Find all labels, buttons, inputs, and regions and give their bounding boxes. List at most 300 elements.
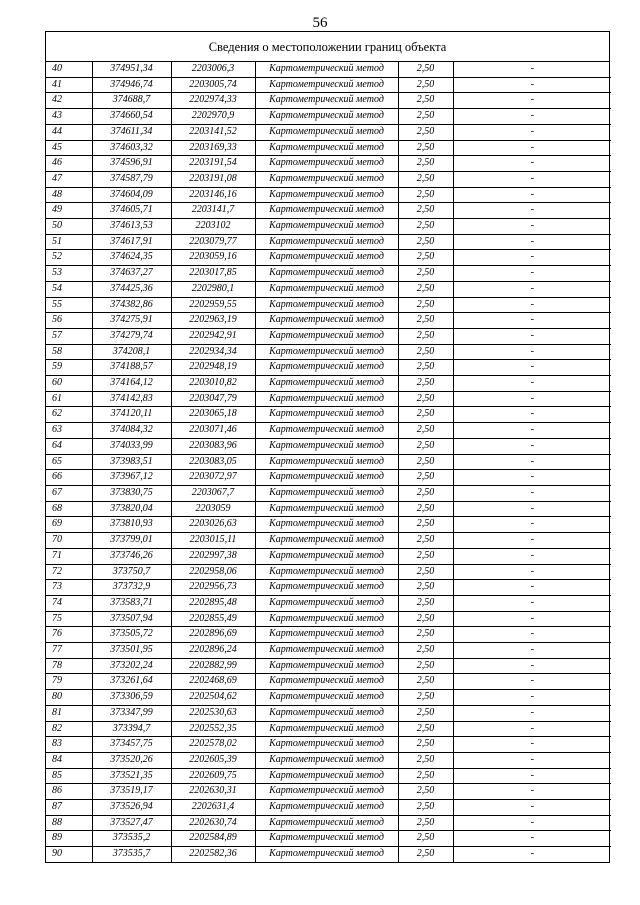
cell-coord-x: 374142,83 (92, 391, 171, 407)
cell-point-number: 42 (46, 93, 92, 109)
table-row (46, 815, 611, 831)
table-row (46, 800, 611, 816)
cell-coord-y: 2203006,3 (171, 62, 255, 77)
cell-description: - (453, 548, 611, 564)
cell-accuracy: 2,50 (398, 376, 453, 392)
cell-accuracy: 2,50 (398, 219, 453, 235)
boundary-points-table (46, 62, 611, 862)
cell-coord-x: 373261,64 (92, 674, 171, 690)
cell-coord-x: 374605,71 (92, 203, 171, 219)
cell-coord-x: 374275,91 (92, 313, 171, 329)
cell-coord-x: 374660,54 (92, 109, 171, 125)
cell-coord-x: 373810,93 (92, 517, 171, 533)
table-row (46, 580, 611, 596)
cell-point-number: 53 (46, 266, 92, 282)
table-title: Сведения о местоположении границ объекта (46, 32, 609, 62)
cell-method: Картометрический метод (255, 281, 398, 297)
cell-coord-y: 2203141,52 (171, 124, 255, 140)
cell-coord-x: 373526,94 (92, 800, 171, 816)
cell-coord-y: 2202630,74 (171, 815, 255, 831)
cell-description: - (453, 737, 611, 753)
cell-coord-x: 373520,26 (92, 752, 171, 768)
cell-method: Картометрический метод (255, 690, 398, 706)
cell-point-number: 41 (46, 77, 92, 93)
cell-point-number: 43 (46, 109, 92, 125)
cell-description: - (453, 313, 611, 329)
cell-coord-x: 374587,79 (92, 171, 171, 187)
cell-point-number: 82 (46, 721, 92, 737)
table-row (46, 234, 611, 250)
cell-coord-y: 2202934,34 (171, 344, 255, 360)
table-row (46, 77, 611, 93)
cell-description: - (453, 62, 611, 77)
cell-point-number: 65 (46, 454, 92, 470)
cell-description: - (453, 109, 611, 125)
cell-description: - (453, 297, 611, 313)
cell-accuracy: 2,50 (398, 156, 453, 172)
cell-method: Картометрический метод (255, 784, 398, 800)
cell-coord-x: 374164,12 (92, 376, 171, 392)
cell-description: - (453, 595, 611, 611)
cell-coord-x: 374033,99 (92, 438, 171, 454)
cell-accuracy: 2,50 (398, 611, 453, 627)
cell-coord-y: 2202942,91 (171, 328, 255, 344)
table-row (46, 62, 611, 77)
cell-method: Картометрический метод (255, 109, 398, 125)
cell-description: - (453, 658, 611, 674)
table-row (46, 847, 611, 862)
cell-point-number: 40 (46, 62, 92, 77)
cell-point-number: 48 (46, 187, 92, 203)
cell-coord-y: 2203017,85 (171, 266, 255, 282)
cell-method: Картометрический метод (255, 768, 398, 784)
cell-coord-x: 374188,57 (92, 360, 171, 376)
cell-method: Картометрический метод (255, 77, 398, 93)
cell-description: - (453, 376, 611, 392)
cell-coord-x: 374425,36 (92, 281, 171, 297)
table-row (46, 297, 611, 313)
table-row (46, 328, 611, 344)
cell-description: - (453, 187, 611, 203)
cell-coord-x: 373519,17 (92, 784, 171, 800)
cell-description: - (453, 407, 611, 423)
cell-coord-y: 2203026,63 (171, 517, 255, 533)
table-row (46, 485, 611, 501)
cell-method: Картометрический метод (255, 297, 398, 313)
cell-accuracy: 2,50 (398, 485, 453, 501)
cell-method: Картометрический метод (255, 360, 398, 376)
table-row (46, 611, 611, 627)
table-row (46, 784, 611, 800)
cell-method: Картометрический метод (255, 93, 398, 109)
cell-description: - (453, 438, 611, 454)
cell-coord-y: 2202631,4 (171, 800, 255, 816)
cell-point-number: 67 (46, 485, 92, 501)
cell-accuracy: 2,50 (398, 344, 453, 360)
cell-method: Картометрический метод (255, 423, 398, 439)
page-number: 56 (312, 15, 328, 31)
cell-description: - (453, 705, 611, 721)
cell-coord-x: 373501,95 (92, 643, 171, 659)
cell-description: - (453, 140, 611, 156)
cell-coord-y: 2203191,54 (171, 156, 255, 172)
cell-point-number: 63 (46, 423, 92, 439)
cell-accuracy: 2,50 (398, 187, 453, 203)
cell-accuracy: 2,50 (398, 407, 453, 423)
cell-accuracy: 2,50 (398, 313, 453, 329)
cell-coord-x: 374624,35 (92, 250, 171, 266)
table-row (46, 93, 611, 109)
cell-coord-x: 373527,47 (92, 815, 171, 831)
cell-description: - (453, 611, 611, 627)
cell-point-number: 49 (46, 203, 92, 219)
cell-coord-y: 2202582,36 (171, 847, 255, 862)
cell-point-number: 89 (46, 831, 92, 847)
cell-accuracy: 2,50 (398, 643, 453, 659)
cell-point-number: 69 (46, 517, 92, 533)
cell-method: Картометрический метод (255, 250, 398, 266)
cell-point-number: 47 (46, 171, 92, 187)
table-row (46, 250, 611, 266)
cell-accuracy: 2,50 (398, 454, 453, 470)
table-row (46, 690, 611, 706)
cell-accuracy: 2,50 (398, 250, 453, 266)
cell-accuracy: 2,50 (398, 93, 453, 109)
cell-coord-y: 2202970,9 (171, 109, 255, 125)
cell-accuracy: 2,50 (398, 831, 453, 847)
table-row (46, 266, 611, 282)
cell-coord-x: 374208,1 (92, 344, 171, 360)
cell-description: - (453, 171, 611, 187)
cell-coord-y: 2203059 (171, 501, 255, 517)
cell-description: - (453, 815, 611, 831)
cell-point-number: 81 (46, 705, 92, 721)
table-row (46, 407, 611, 423)
table-row (46, 124, 611, 140)
cell-accuracy: 2,50 (398, 705, 453, 721)
boundary-table-container (45, 31, 610, 863)
table-row (46, 360, 611, 376)
cell-coord-y: 2202956,73 (171, 580, 255, 596)
cell-coord-y: 2203010,82 (171, 376, 255, 392)
cell-coord-y: 2202959,55 (171, 297, 255, 313)
cell-accuracy: 2,50 (398, 690, 453, 706)
cell-method: Картометрический метод (255, 611, 398, 627)
cell-accuracy: 2,50 (398, 234, 453, 250)
cell-method: Картометрический метод (255, 564, 398, 580)
cell-coord-y: 2203169,33 (171, 140, 255, 156)
table-row (46, 831, 611, 847)
cell-point-number: 72 (46, 564, 92, 580)
cell-coord-x: 373394,7 (92, 721, 171, 737)
cell-method: Картометрический метод (255, 847, 398, 862)
cell-description: - (453, 203, 611, 219)
cell-coord-y: 2202896,24 (171, 643, 255, 659)
table-row (46, 752, 611, 768)
table-row (46, 674, 611, 690)
cell-description: - (453, 124, 611, 140)
cell-coord-y: 2202630,31 (171, 784, 255, 800)
cell-coord-x: 374951,34 (92, 62, 171, 77)
cell-accuracy: 2,50 (398, 768, 453, 784)
cell-coord-x: 374596,91 (92, 156, 171, 172)
cell-coord-y: 2202855,49 (171, 611, 255, 627)
table-row (46, 156, 611, 172)
cell-coord-x: 373799,01 (92, 533, 171, 549)
cell-coord-y: 2202974,33 (171, 93, 255, 109)
cell-point-number: 83 (46, 737, 92, 753)
cell-accuracy: 2,50 (398, 517, 453, 533)
cell-point-number: 85 (46, 768, 92, 784)
cell-coord-y: 2203059,16 (171, 250, 255, 266)
cell-method: Картометрический метод (255, 485, 398, 501)
table-row (46, 454, 611, 470)
cell-point-number: 52 (46, 250, 92, 266)
cell-coord-y: 2202958,06 (171, 564, 255, 580)
cell-point-number: 54 (46, 281, 92, 297)
table-row (46, 203, 611, 219)
cell-point-number: 60 (46, 376, 92, 392)
cell-coord-y: 2203191,08 (171, 171, 255, 187)
cell-accuracy: 2,50 (398, 140, 453, 156)
cell-coord-x: 373830,75 (92, 485, 171, 501)
cell-point-number: 73 (46, 580, 92, 596)
cell-method: Картометрический метод (255, 815, 398, 831)
cell-accuracy: 2,50 (398, 203, 453, 219)
cell-coord-y: 2203146,16 (171, 187, 255, 203)
cell-coord-y: 2202896,69 (171, 627, 255, 643)
cell-point-number: 77 (46, 643, 92, 659)
cell-coord-x: 373505,72 (92, 627, 171, 643)
table-row (46, 501, 611, 517)
cell-coord-y: 2203065,18 (171, 407, 255, 423)
cell-coord-x: 373535,7 (92, 847, 171, 862)
cell-coord-x: 374613,53 (92, 219, 171, 235)
cell-method: Картометрический метод (255, 407, 398, 423)
cell-coord-x: 373535,2 (92, 831, 171, 847)
table-row (46, 721, 611, 737)
cell-description: - (453, 784, 611, 800)
cell-description: - (453, 800, 611, 816)
cell-description: - (453, 156, 611, 172)
cell-point-number: 74 (46, 595, 92, 611)
cell-description: - (453, 752, 611, 768)
table-row (46, 281, 611, 297)
cell-description: - (453, 391, 611, 407)
cell-method: Картометрический метод (255, 156, 398, 172)
table-row (46, 658, 611, 674)
cell-description: - (453, 93, 611, 109)
cell-description: - (453, 344, 611, 360)
cell-method: Картометрический метод (255, 266, 398, 282)
cell-accuracy: 2,50 (398, 62, 453, 77)
cell-description: - (453, 831, 611, 847)
table-row (46, 517, 611, 533)
cell-accuracy: 2,50 (398, 328, 453, 344)
cell-method: Картометрический метод (255, 501, 398, 517)
cell-point-number: 76 (46, 627, 92, 643)
cell-description: - (453, 328, 611, 344)
cell-point-number: 57 (46, 328, 92, 344)
cell-accuracy: 2,50 (398, 800, 453, 816)
cell-accuracy: 2,50 (398, 470, 453, 486)
cell-coord-x: 373732,9 (92, 580, 171, 596)
cell-coord-x: 374946,74 (92, 77, 171, 93)
cell-description: - (453, 674, 611, 690)
table-row (46, 737, 611, 753)
cell-method: Картометрический метод (255, 140, 398, 156)
cell-method: Картометрический метод (255, 721, 398, 737)
table-row (46, 438, 611, 454)
cell-description: - (453, 219, 611, 235)
cell-method: Картометрический метод (255, 674, 398, 690)
cell-coord-x: 374688,7 (92, 93, 171, 109)
cell-coord-y: 2202963,19 (171, 313, 255, 329)
table-row (46, 313, 611, 329)
cell-accuracy: 2,50 (398, 533, 453, 549)
cell-coord-y: 2203005,74 (171, 77, 255, 93)
cell-method: Картометрический метод (255, 517, 398, 533)
cell-method: Картометрический метод (255, 438, 398, 454)
cell-coord-y: 2202578,02 (171, 737, 255, 753)
cell-accuracy: 2,50 (398, 658, 453, 674)
table-row (46, 705, 611, 721)
cell-method: Картометрический метод (255, 171, 398, 187)
cell-method: Картометрический метод (255, 580, 398, 596)
cell-description: - (453, 360, 611, 376)
cell-method: Картометрический метод (255, 595, 398, 611)
cell-coord-y: 2203083,96 (171, 438, 255, 454)
cell-description: - (453, 768, 611, 784)
cell-coord-x: 374279,74 (92, 328, 171, 344)
cell-method: Картометрический метод (255, 313, 398, 329)
cell-description: - (453, 627, 611, 643)
cell-accuracy: 2,50 (398, 752, 453, 768)
cell-description: - (453, 564, 611, 580)
cell-description: - (453, 470, 611, 486)
cell-point-number: 62 (46, 407, 92, 423)
cell-accuracy: 2,50 (398, 564, 453, 580)
cell-point-number: 64 (46, 438, 92, 454)
cell-description: - (453, 485, 611, 501)
cell-coord-y: 2202997,38 (171, 548, 255, 564)
cell-description: - (453, 580, 611, 596)
cell-method: Картометрический метод (255, 705, 398, 721)
cell-coord-y: 2202504,62 (171, 690, 255, 706)
cell-point-number: 50 (46, 219, 92, 235)
table-row (46, 219, 611, 235)
cell-description: - (453, 533, 611, 549)
cell-coord-x: 374611,34 (92, 124, 171, 140)
cell-description: - (453, 423, 611, 439)
cell-coord-x: 373306,59 (92, 690, 171, 706)
cell-point-number: 59 (46, 360, 92, 376)
cell-method: Картометрический метод (255, 470, 398, 486)
table-row (46, 595, 611, 611)
table-row (46, 548, 611, 564)
cell-point-number: 61 (46, 391, 92, 407)
cell-point-number: 45 (46, 140, 92, 156)
cell-point-number: 79 (46, 674, 92, 690)
cell-method: Картометрический метод (255, 737, 398, 753)
cell-coord-y: 2203067,7 (171, 485, 255, 501)
table-row (46, 376, 611, 392)
cell-coord-x: 373507,94 (92, 611, 171, 627)
cell-point-number: 86 (46, 784, 92, 800)
cell-coord-x: 373750,7 (92, 564, 171, 580)
cell-point-number: 84 (46, 752, 92, 768)
cell-accuracy: 2,50 (398, 580, 453, 596)
cell-description: - (453, 501, 611, 517)
cell-accuracy: 2,50 (398, 847, 453, 862)
cell-method: Картометрический метод (255, 658, 398, 674)
table-row (46, 140, 611, 156)
cell-description: - (530, 848, 534, 860)
cell-coord-x: 373347,99 (92, 705, 171, 721)
cell-coord-y: 2203072,97 (171, 470, 255, 486)
cell-point-number: 55 (46, 297, 92, 313)
cell-description: - (453, 690, 611, 706)
cell-point-number: 78 (46, 658, 92, 674)
cell-method: Картометрический метод (255, 627, 398, 643)
cell-accuracy: 2,50 (398, 674, 453, 690)
table-row (46, 768, 611, 784)
table-row (46, 643, 611, 659)
cell-point-number: 58 (46, 344, 92, 360)
cell-accuracy: 2,50 (398, 737, 453, 753)
table-row (46, 423, 611, 439)
cell-coord-x: 373967,12 (92, 470, 171, 486)
cell-point-number: 66 (46, 470, 92, 486)
cell-coord-y: 2203102 (171, 219, 255, 235)
cell-coord-y: 2203047,79 (171, 391, 255, 407)
cell-method: Картометрический метод (255, 752, 398, 768)
cell-accuracy: 2,50 (398, 297, 453, 313)
cell-accuracy: 2,50 (398, 721, 453, 737)
cell-accuracy: 2,50 (398, 595, 453, 611)
cell-point-number: 75 (46, 611, 92, 627)
cell-coord-y: 2203083,05 (171, 454, 255, 470)
cell-accuracy: 2,50 (398, 109, 453, 125)
cell-coord-y: 2203071,46 (171, 423, 255, 439)
cell-coord-x: 373820,04 (92, 501, 171, 517)
cell-description: - (453, 266, 611, 282)
cell-description: - (453, 250, 611, 266)
cell-coord-y: 2202980,1 (171, 281, 255, 297)
table-row (46, 564, 611, 580)
cell-description: - (453, 517, 611, 533)
cell-coord-y: 2202895,48 (171, 595, 255, 611)
cell-method: Картометрический метод (255, 454, 398, 470)
cell-accuracy: 2,50 (398, 438, 453, 454)
cell-method: Картометрический метод (255, 643, 398, 659)
cell-coord-y: 2203015,11 (171, 533, 255, 549)
cell-method: Картометрический метод (255, 62, 398, 77)
cell-accuracy: 2,50 (398, 815, 453, 831)
cell-point-number: 70 (46, 533, 92, 549)
cell-accuracy: 2,50 (398, 360, 453, 376)
cell-point-number: 88 (46, 815, 92, 831)
cell-accuracy: 2,50 (398, 266, 453, 282)
cell-coord-x: 374084,32 (92, 423, 171, 439)
cell-method: Картометрический метод (255, 187, 398, 203)
cell-coord-x: 373746,26 (92, 548, 171, 564)
table-row (46, 533, 611, 549)
cell-accuracy: 2,50 (398, 124, 453, 140)
cell-method: Картометрический метод (255, 124, 398, 140)
cell-method: Картометрический метод (255, 376, 398, 392)
cell-coord-y: 2202605,39 (171, 752, 255, 768)
